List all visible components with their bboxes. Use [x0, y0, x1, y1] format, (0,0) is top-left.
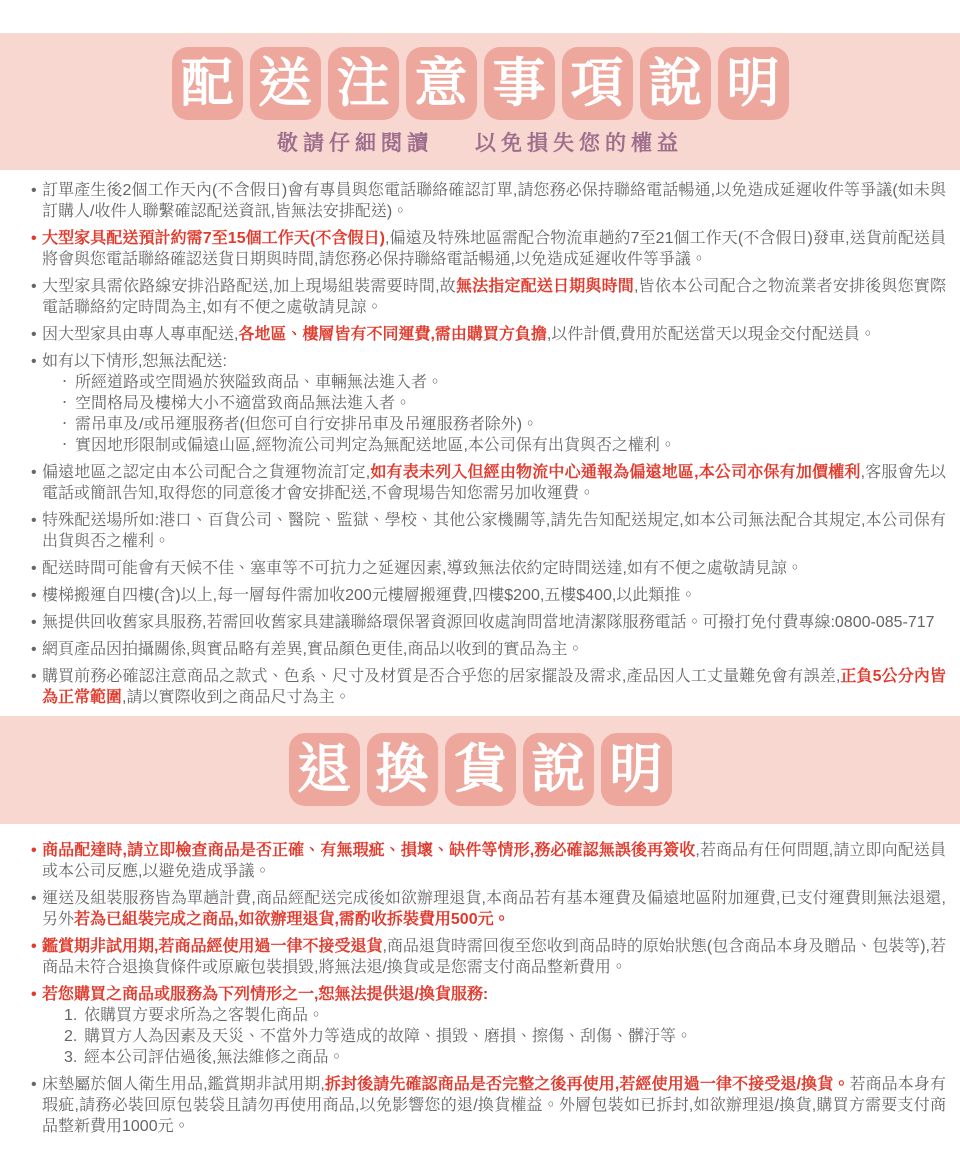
text-segment: 需吊車及/或吊運服務者(但您可自行安排吊車及吊運服務者除外)。	[75, 416, 539, 433]
title-char-box	[718, 47, 789, 120]
title-char-box	[601, 733, 672, 806]
returns-header-band	[0, 716, 960, 824]
bullet-marker: ‧	[62, 395, 68, 412]
title-char-box	[328, 47, 399, 120]
bullet-marker: •	[31, 614, 37, 631]
text-segment: ,以件計價,費用於配送當天以現金交付配送員。	[546, 326, 876, 343]
sub-item	[0, 414, 946, 435]
returns-notice-list	[0, 824, 960, 1145]
text-segment: ,偏遠及特殊地區需配合物流車趟約7至21個工作天(不含假日)發車,送貨前配送員將會與您電話聯絡確認送貨日期與時間,請您務必保持聯絡電話暢通,以免造成延遲收件等爭議。	[42, 230, 946, 268]
text-segment: 樓梯搬運自四樓(含)以上,每一層每件需加收200元樓層搬運費,四樓$200,五樓$400,以此類推。	[42, 587, 697, 604]
sub-item	[0, 1047, 946, 1068]
text-segment: 鑑賞期非試用期,若商品經使用過一律不接受退貨	[42, 938, 383, 955]
text-segment: 配送時間可能會有天候不佳、塞車等不可抗力之延遲因素,導致無法依約定時間送達,如有不便之處敬請見諒。	[42, 560, 803, 577]
text-segment: 購買前務必確認注意商品之款式、色系、尺寸及材質是否合乎您的居家擺設及需求,產品因人工丈量難免會有誤差,	[42, 668, 841, 685]
text-segment: ,商品退貨時需回復至您收到商品時的原始狀態(包含商品本身及贈品、包裝等),若商品未符合退換貨條件或原廠包裝損毀,將無法退/換貨或是您需支付商品整新費用。	[42, 938, 947, 976]
bullet-marker: •	[31, 938, 37, 955]
bullet-marker: •	[31, 668, 37, 685]
text-segment: 購買方人為因素及天災、不當外力等造成的故障、損毀、磨損、擦傷、刮傷、髒汙等。	[84, 1028, 693, 1045]
text-segment: 訂單產生後2個工作天內(不含假日)會有專員與您電話聯絡確認訂單,請您務必保持聯絡電話暢通,以免造成延遲收件等爭議(如未與訂購人/收件人聯繫確認配送資訊,皆無法安排配送)。	[42, 182, 946, 220]
title-char-box	[367, 733, 438, 806]
notice-item	[0, 888, 946, 930]
notice-item	[0, 612, 946, 633]
text-segment: 大型家具配送預計約需7至15個工作天(不含假日)	[42, 230, 385, 247]
text-segment: ,客服會先以電話或簡訊告知,取得您的同意後才會安排配送,不會現場告知您需另加收運費。	[42, 464, 946, 502]
bullet-marker: •	[31, 641, 37, 658]
notice-item	[0, 558, 946, 579]
title-char-box	[640, 47, 711, 120]
text-segment: 特殊配送場所如:港口、百貨公司、醫院、監獄、學校、其他公家機關等,請先告知配送規定,如本公司無法配合其規定,本公司保有出貨與否之權利。	[42, 512, 946, 550]
title-char-box	[562, 47, 633, 120]
bullet-marker: •	[31, 587, 37, 604]
text-segment: 運送及組裝服務皆為單趟計費,商品經配送完成後如欲辦理退貨,本商品若有基本運費及偏遠地區附加運費,已支付運費則無法退還,另外	[42, 890, 946, 928]
title-char: 退	[297, 740, 351, 799]
shipping-header-band	[0, 33, 960, 170]
title-char-box	[445, 733, 516, 806]
text-segment: 無提供回收舊家具服務,若需回收舊家具建議聯絡環保署資源回收處詢問當地清潔隊服務電話。可撥打免付費專線:0800-085-717	[42, 614, 935, 631]
notice-item	[0, 228, 946, 270]
notice-item	[0, 510, 946, 552]
bullet-marker: •	[31, 464, 37, 481]
bullet-marker: ‧	[62, 374, 68, 391]
notice-item	[0, 462, 946, 504]
bullet-marker: •	[31, 512, 37, 529]
notice-item	[0, 666, 946, 708]
text-segment: 無法指定配送日期與時間	[455, 278, 634, 295]
sub-item	[0, 1005, 946, 1026]
sub-item	[0, 372, 946, 393]
title-char: 注	[336, 54, 390, 113]
notice-item	[0, 351, 946, 372]
bullet-marker: ‧	[62, 437, 68, 454]
title-char-box	[523, 733, 594, 806]
sub-item	[0, 393, 946, 414]
title-char: 明	[609, 740, 663, 799]
bullet-marker: •	[31, 560, 37, 577]
text-segment: 商品配達時,請立即檢查商品是否正確、有無瑕疵、損壞、缺件等情形,務必確認無誤後再簽收	[42, 842, 696, 859]
title-char: 換	[375, 740, 429, 799]
title-char-box	[406, 47, 477, 120]
title-char: 說	[531, 740, 585, 799]
title-char-box	[289, 733, 360, 806]
text-segment: 床墊屬於個人衛生用品,鑑賞期非試用期,	[42, 1076, 325, 1093]
subtitle-left: 敬請仔細閱讀	[277, 132, 433, 155]
text-segment: 偏遠地區之認定由本公司配合之貨運物流訂定,	[42, 464, 371, 481]
notice-item	[0, 984, 946, 1005]
bullet-marker: •	[31, 326, 37, 343]
text-segment: ,若商品有任何問題,請立即向配送員或本公司反應,以避免造成爭議。	[42, 842, 946, 880]
text-segment: 如有表未列入但經由物流中心通報為偏遠地區,本公司亦保有加價權利	[370, 464, 861, 481]
text-segment: 經本公司評估過後,無法維修之商品。	[84, 1049, 345, 1066]
title-char-box	[172, 47, 243, 120]
text-segment: 正負5公分內皆為正常範圍	[42, 668, 946, 706]
title-char: 事	[492, 54, 546, 113]
bullet-marker: 1.	[64, 1007, 78, 1024]
bullet-marker: ‧	[62, 416, 68, 433]
text-segment: 如有以下情形,恕無法配送:	[42, 353, 227, 370]
text-segment: 拆封後請先確認商品是否完整之後再使用,若經使用過一律不接受退/換貨。	[324, 1076, 850, 1093]
text-segment: ,皆依本公司配合之物流業者安排後與您實際電話聯絡約定時間為主,如有不便之處敬請見諒。	[42, 278, 946, 316]
bullet-marker: •	[31, 842, 37, 859]
text-segment: 若商品本身有瑕疵,請務必裝回原包裝袋且請勿再使用商品,以免影響您的退/換貨權益。外層包裝如已拆封,如欲辦理退/換貨,購買方需要支付商品整新費用1000元。	[42, 1076, 946, 1135]
title-char-box	[250, 47, 321, 120]
title-char: 貨	[453, 740, 507, 799]
subtitle-right: 以免損失您的權益	[475, 132, 683, 155]
text-segment: 實因地形限制或偏遠山區,經物流公司判定為無配送地區,本公司保有出貨與否之權利。	[75, 437, 676, 454]
text-segment: 網頁產品因拍攝關係,與實品略有差異,實品顏色更佳,商品以收到的實品為主。	[42, 641, 584, 658]
bullet-marker: •	[31, 278, 37, 295]
text-segment: 若您購買之商品或服務為下列情形之一,恕無法提供退/換貨服務:	[42, 986, 489, 1003]
returns-title	[0, 733, 960, 806]
notice-item	[0, 276, 946, 318]
title-char: 項	[570, 54, 624, 113]
shipping-title	[0, 47, 960, 120]
title-char: 配	[180, 54, 234, 113]
notice-item	[0, 1074, 946, 1137]
text-segment: 所經道路或空間過於狹隘致商品、車輛無法進入者。	[75, 374, 444, 391]
text-segment: 各地區、樓層皆有不同運費,需由購買方負擔	[238, 326, 547, 343]
bullet-marker: •	[31, 230, 37, 247]
notice-item	[0, 180, 946, 222]
notice-item	[0, 585, 946, 606]
notice-item	[0, 639, 946, 660]
notice-item	[0, 840, 946, 882]
bullet-marker: •	[31, 1076, 37, 1093]
bullet-marker: •	[31, 353, 37, 370]
title-char: 意	[414, 54, 468, 113]
shipping-subtitle	[0, 127, 960, 157]
title-char: 明	[726, 54, 780, 113]
title-char: 送	[258, 54, 312, 113]
bullet-marker: •	[31, 890, 37, 907]
title-char-box	[484, 47, 555, 120]
title-char: 說	[648, 54, 702, 113]
notice-item	[0, 936, 946, 978]
text-segment: 若為已組裝完成之商品,如欲辦理退貨,需酌收拆裝費用500元。	[74, 911, 510, 928]
bullet-marker: 3.	[64, 1049, 78, 1066]
sub-item	[0, 1026, 946, 1047]
text-segment: ,請以實際收到之商品尺寸為主。	[122, 689, 351, 706]
bullet-marker: 2.	[64, 1028, 78, 1045]
sub-item	[0, 435, 946, 456]
text-segment: 依購買方要求所為之客製化商品。	[84, 1007, 325, 1024]
bullet-marker: •	[31, 182, 37, 199]
notice-item	[0, 324, 946, 345]
shipping-notice-list	[0, 170, 960, 716]
bullet-marker: •	[31, 986, 37, 1003]
text-segment: 因大型家具由專人專車配送,	[42, 326, 239, 343]
text-segment: 空間格局及樓梯大小不適當致商品無法進入者。	[75, 395, 412, 412]
text-segment: 大型家具需依路線安排沿路配送,加上現場組裝需要時間,故	[42, 278, 456, 295]
